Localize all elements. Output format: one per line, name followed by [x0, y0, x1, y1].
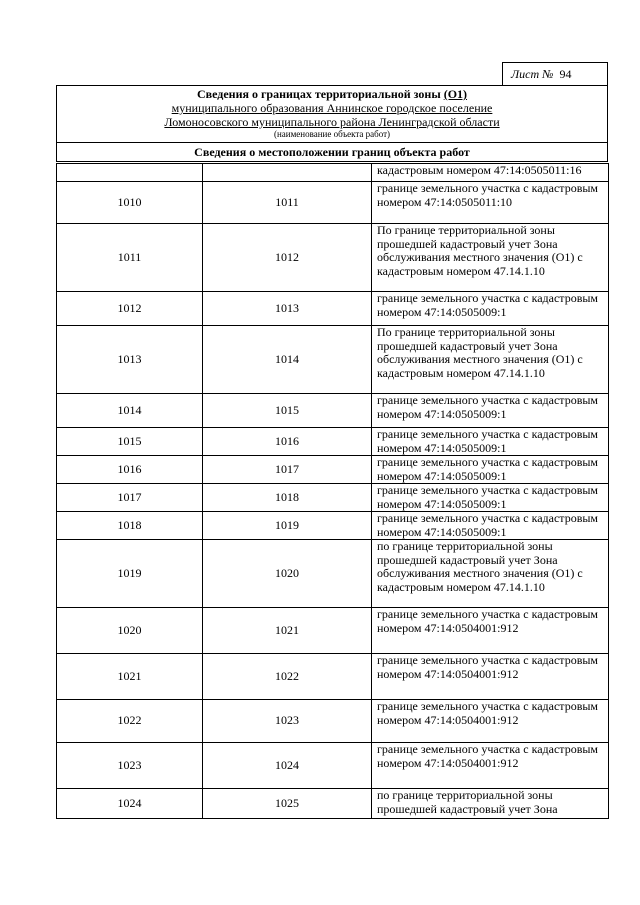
table-row [57, 394, 609, 428]
point-to-cell: 1012 [203, 224, 372, 292]
table-row [57, 292, 609, 326]
description-cell: границе земельного участка с кадастровым номером 47:14:0505009:1 [372, 394, 609, 428]
header-title-line [57, 87, 607, 101]
point-from-cell [57, 164, 203, 182]
point-from-cell: 1017 [57, 484, 203, 512]
point-to-cell: 1017 [203, 456, 372, 484]
description-cell: по границе территориальной зоны прошедшей кадастровый учет Зона [372, 789, 609, 819]
point-to-cell: 1019 [203, 512, 372, 540]
point-from-cell: 1010 [57, 182, 203, 224]
point-from-cell: 1020 [57, 608, 203, 654]
point-from-cell: 1019 [57, 540, 203, 608]
document-header [56, 85, 608, 162]
description-cell: границе земельного участка с кадастровым номером 47:14:0505009:1 [372, 428, 609, 456]
district-line: Ломоносовского муниципального района Ленинградской области [164, 115, 500, 129]
zone-code: (О1) [443, 87, 468, 101]
boundary-table [56, 163, 609, 819]
description-cell: кадастровым номером 47:14:0505011:16 [372, 164, 609, 182]
point-to-cell: 1014 [203, 326, 372, 394]
point-to-cell: 1016 [203, 428, 372, 456]
table-row [57, 540, 609, 608]
point-to-cell: 1018 [203, 484, 372, 512]
section-title: Сведения о местоположении границ объекта работ [57, 142, 607, 161]
point-from-cell: 1015 [57, 428, 203, 456]
table-row [57, 224, 609, 292]
table-row [57, 789, 609, 819]
point-to-cell: 1021 [203, 608, 372, 654]
table-row [57, 608, 609, 654]
point-to-cell: 1013 [203, 292, 372, 326]
point-from-cell: 1011 [57, 224, 203, 292]
description-cell: границе земельного участка с кадастровым номером 47:14:0505009:1 [372, 292, 609, 326]
table-row [57, 182, 609, 224]
description-cell: границе земельного участка с кадастровым номером 47:14:0505011:10 [372, 182, 609, 224]
description-cell: границе земельного участка с кадастровым номером 47:14:0505009:1 [372, 456, 609, 484]
point-from-cell: 1018 [57, 512, 203, 540]
point-to-cell [203, 164, 372, 182]
point-to-cell: 1011 [203, 182, 372, 224]
object-caption: (наименование объекта работ) [273, 129, 391, 139]
point-to-cell: 1015 [203, 394, 372, 428]
point-to-cell: 1020 [203, 540, 372, 608]
point-from-cell: 1022 [57, 700, 203, 743]
description-cell: По границе территориальной зоны прошедшей кадастровый учет Зона обслуживания местного значения (О1) с кадастровым номером 47.14.1.10 [372, 326, 609, 394]
sheet-label: Лист № [511, 66, 554, 81]
table-row [57, 326, 609, 394]
description-cell: границе земельного участка с кадастровым номером 47:14:0504001:912 [372, 700, 609, 743]
description-cell: по границе территориальной зоны прошедшей кадастровый учет Зона обслуживания местного значения (О1) с кадастровым номером 47.14.1.10 [372, 540, 609, 608]
table-row [57, 654, 609, 700]
municipality-line: муниципального образования Аннинское городское поселение [171, 101, 493, 115]
point-to-cell: 1023 [203, 700, 372, 743]
point-from-cell: 1021 [57, 654, 203, 700]
table-row [57, 484, 609, 512]
boundary-table-body [57, 164, 609, 819]
description-cell: границе земельного участка с кадастровым номером 47:14:0505009:1 [372, 484, 609, 512]
table-row [57, 743, 609, 789]
point-to-cell: 1025 [203, 789, 372, 819]
point-from-cell: 1023 [57, 743, 203, 789]
description-cell: границе земельного участка с кадастровым номером 47:14:0504001:912 [372, 743, 609, 789]
table-row [57, 700, 609, 743]
point-from-cell: 1013 [57, 326, 203, 394]
table-row [57, 164, 609, 182]
description-cell: границе земельного участка с кадастровым номером 47:14:0504001:912 [372, 608, 609, 654]
sheet-number-box [502, 62, 608, 85]
point-to-cell: 1022 [203, 654, 372, 700]
table-row [57, 428, 609, 456]
point-from-cell: 1014 [57, 394, 203, 428]
point-from-cell: 1016 [57, 456, 203, 484]
table-row [57, 456, 609, 484]
description-cell: границе земельного участка с кадастровым номером 47:14:0504001:912 [372, 654, 609, 700]
point-from-cell: 1012 [57, 292, 203, 326]
point-from-cell: 1024 [57, 789, 203, 819]
table-row [57, 512, 609, 540]
description-cell: границе земельного участка с кадастровым номером 47:14:0505009:1 [372, 512, 609, 540]
point-to-cell: 1024 [203, 743, 372, 789]
header-title: Сведения о границах территориальной зоны [196, 87, 441, 101]
description-cell: По границе территориальной зоны прошедшей кадастровый учет Зона обслуживания местного значения (О1) с кадастровым номером 47.14.1.10 [372, 224, 609, 292]
sheet-number: 94 [559, 66, 572, 81]
